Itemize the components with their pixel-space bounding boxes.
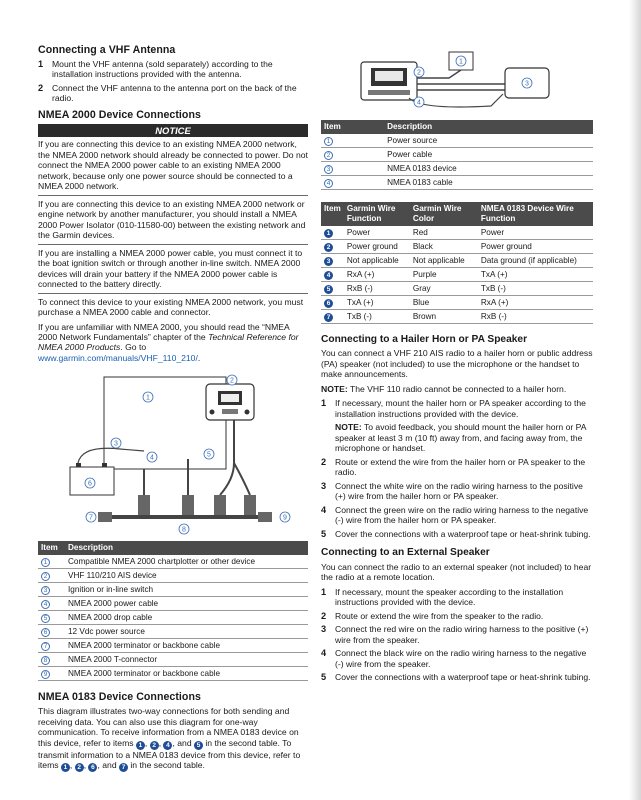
- diagram-label-3: 3: [114, 440, 118, 448]
- right-column: [321, 40, 593, 686]
- diagram-label-2: 2: [417, 69, 421, 77]
- nmea0183-items-table: Item Description 1 Power source 2 Power cable 3 NMEA 0183 device 4 NMEA 0183 cable: [321, 120, 593, 190]
- diagram-label-8: 8: [182, 526, 186, 534]
- purchase-paragraph: To connect this device to your existing NMEA 2000 network, you must purchase a NMEA 2000 cable and connector.: [38, 296, 304, 318]
- diagram-label-4: 4: [417, 99, 421, 107]
- table-row: 5 RxB (-) Gray TxB (-): [321, 282, 593, 296]
- step: 5 Cover the connections with a waterproof tape or heat-shrink tubing.: [321, 671, 591, 682]
- table-row: 5 NMEA 2000 drop cable: [38, 611, 308, 625]
- garmin-manual-link[interactable]: www.garmin.com/manuals/VHF_110_210/: [38, 352, 198, 363]
- hailer-intro: You can connect a VHF 210 AIS radio to a hailer horn or public address (PA) speaker (not included) to use the microphone or the handset to make announcements.: [321, 348, 593, 380]
- table-row: 7 TxB (-) Brown RxB (-): [321, 310, 593, 324]
- vhf-radio-device: [206, 384, 254, 420]
- notice-banner: NOTICE: [38, 124, 308, 137]
- left-column: [38, 44, 308, 776]
- step: 1 If necessary, mount the speaker according to the installation instructions provided with the device.: [321, 586, 564, 608]
- step: 2 Route or extend the wire from the speaker to the radio.: [321, 610, 544, 621]
- notice-paragraph: If you are connecting this device to an existing NMEA 2000 network or engine network by another manufacturer, you should install a NMEA 2000 Power Isolator (010-11580-00) between the existing network and the Garmin devices.: [38, 199, 308, 245]
- nmea0183-paragraph: This diagram illustrates two-way connections for both sending and receiving data. You can also use this diagram for one-way communication. To receive information from a NMEA 0183 device on this device, refer to items 1 , 2 , 4 , and 5 in the second table. To transmit information to a NMEA 0183 device from this device, refer to items 1 , 2 , 6 , and 7 in the second table.: [38, 706, 301, 772]
- step: 3 Connect the red wire on the radio wiring harness to the positive (+) wire from the speaker.: [321, 624, 589, 645]
- diagram-label-1: 1: [459, 58, 463, 66]
- table-row: 1 Power Red Power: [321, 226, 593, 240]
- nmea0183-wire-table: Item Garmin Wire Function Garmin Wire Color NMEA 0183 Device Wire Function 1 Power Red Power 2 Power ground Black Power ground 3 Not applicable Not applicable Data ground (if applicable) 4 RxA (+) Purple TxA (+) 5 RxB (-) Gray TxB (-) 6 TxA (+) Blue RxA (+) 7 TxB (-) Brown RxB (-): [321, 202, 593, 324]
- notice-paragraph: If you are installing a NMEA 2000 power cable, you must connect it to the boat ignition switch or through another in-line switch. NMEA 2000 devices will drain your battery if the NMEA 2000 power cable is connected to the battery directly.: [38, 248, 308, 294]
- nmea2000-items-table: [38, 541, 308, 681]
- table-row: 1 Power source: [321, 134, 593, 148]
- table-row: 4 RxA (+) Purple TxA (+): [321, 268, 593, 282]
- step: 1 Mount the VHF antenna (sold separately) according to the installation instructions provided with the antenna.: [38, 58, 273, 80]
- diagram-label-3: 3: [525, 80, 529, 88]
- nmea2000-wiring-diagram: [38, 367, 308, 537]
- nmea2000-section: [38, 109, 308, 682]
- step: 4 Connect the black wire on the radio wiring harness to the negative (-) wire from the speaker.: [321, 648, 587, 669]
- table-row: 4 NMEA 2000 power cable: [38, 597, 308, 611]
- col-item: Item: [38, 541, 65, 555]
- step: 2 Route or extend the wire from the hailer horn or PA speaker to the radio.: [321, 456, 586, 478]
- hailer-note: NOTE: The VHF 110 radio cannot be connected to a hailer horn.: [321, 383, 567, 394]
- hailer-steps: [321, 398, 593, 539]
- vhf-antenna-steps: [38, 59, 308, 104]
- notice-paragraph: If you are connecting this device to an existing NMEA 2000 network, the NMEA 2000 network should already be connected to power. Do not connect the NMEA 2000 power cable to an existing NMEA 2000 network, because only one power source should be connected to a NMEA 2000 network.: [38, 139, 308, 195]
- table-row: 8 NMEA 2000 T-connector: [38, 653, 308, 667]
- nmea0183-wiring-diagram: [321, 40, 593, 116]
- diagram-label-5: 5: [207, 451, 211, 459]
- speaker-intro: You can connect the radio to an external speaker (not included) to hear the radio at a remote location.: [321, 561, 592, 583]
- diagram-label-7: 7: [89, 514, 93, 522]
- table-row: 3 NMEA 0183 device: [321, 162, 593, 176]
- table-row: 9 NMEA 2000 terminator or backbone cable: [38, 667, 308, 681]
- step: 1 If necessary, mount the hailer horn or PA speaker according to the installation instructions provided with the device. NOTE: To avoid feedback, you should mount the hailer horn or PA speaker at least 3 m (10 ft) away from, and facing away from, the microphone or handset.: [321, 398, 586, 454]
- speaker-steps: [321, 587, 593, 683]
- vhf-antenna-title: Connecting a VHF Antenna: [38, 44, 176, 56]
- step: 3 Connect the white wire on the radio wiring harness to the positive (+) wire from the hailer horn or PA speaker.: [321, 480, 583, 502]
- vhf-antenna-section: [38, 44, 308, 104]
- step: 2 Connect the VHF antenna to the antenna port on the back of the radio.: [38, 82, 297, 104]
- step: 5 Cover the connections with a waterproof tape or heat-shrink tubing.: [321, 528, 591, 539]
- hailer-title: Connecting to a Hailer Horn or PA Speaker: [321, 334, 528, 345]
- table-row: 1 Compatible NMEA 2000 chartplotter or other device: [38, 555, 308, 569]
- nmea0183-section: [38, 691, 308, 772]
- diagram-label-4: 4: [150, 454, 154, 462]
- table-row: 2 Power cable: [321, 148, 593, 162]
- radio-back-view: [361, 62, 417, 100]
- table-row: 6 12 Vdc power source: [38, 625, 308, 639]
- diagram-label-2: 2: [230, 377, 234, 385]
- col-description: Description: [65, 541, 308, 555]
- table-row: 2 VHF 110/210 AIS device: [38, 569, 308, 583]
- table-row: 4 NMEA 0183 cable: [321, 176, 593, 190]
- diagram-label-1: 1: [146, 394, 150, 402]
- unfamiliar-paragraph: If you are unfamiliar with NMEA 2000, you should read the “NMEA 2000 Network Fundamentals” chapter of the Technical Reference for NMEA 2000 Products. Go to www.garmin.com/manuals/VHF_110_210/.: [38, 321, 299, 363]
- diagram-label-9: 9: [283, 514, 287, 522]
- speaker-title: Connecting to an External Speaker: [321, 547, 490, 559]
- speaker-section: [321, 547, 593, 682]
- table-row: 6 TxA (+) Blue RxA (+): [321, 296, 593, 310]
- table-row: 2 Power ground Black Power ground: [321, 240, 593, 254]
- nmea2000-title: NMEA 2000 Device Connections: [38, 108, 201, 121]
- nmea0183-title: NMEA 0183 Device Connections: [38, 691, 201, 704]
- diagram-label-6: 6: [88, 480, 92, 488]
- step: 4 Connect the green wire on the radio wiring harness to the negative (-) wire from the hailer horn or PA speaker.: [321, 504, 589, 526]
- page-edge-shadow: [629, 0, 641, 800]
- hailer-section: [321, 334, 593, 539]
- table-row: 7 NMEA 2000 terminator or backbone cable: [38, 639, 308, 653]
- table-row: 3 Not applicable Not applicable Data ground (if applicable): [321, 254, 593, 268]
- table-row: 3 Ignition or in-line switch: [38, 583, 308, 597]
